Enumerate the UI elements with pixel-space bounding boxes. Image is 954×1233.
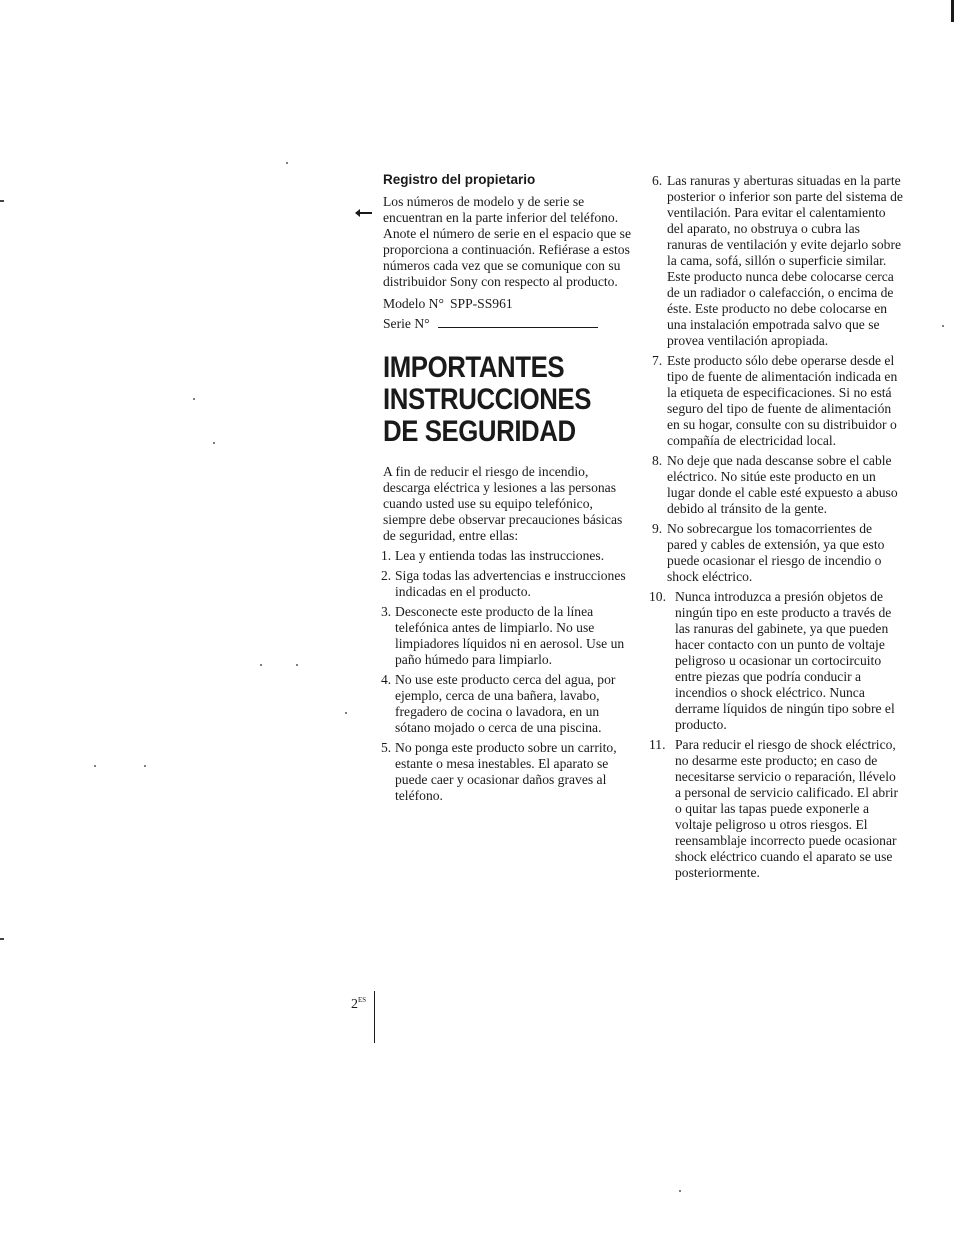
item-text: Este producto sólo debe operarse desde el tipo de fuente de alimentación indicada en la etiqueta de especificaciones. Si no está seguro del tipo de fuente de alimentación en su hogar, consulte con su distribuidor o compañía de electricidad local. [667, 353, 898, 448]
intro-paragraph: A fin de reducir el riesgo de incendio, descarga eléctrica y lesiones a las personas cuando usted use su equipo telefónico, siempre debe observar precauciones básicas de seguridad, entre ellas: [383, 464, 623, 543]
list-item [649, 737, 903, 881]
page-number [351, 996, 366, 1013]
list-item [383, 548, 631, 564]
scan-margin-mark [0, 938, 4, 940]
scan-speck [94, 765, 96, 767]
left-column [383, 172, 631, 808]
scan-speck [213, 442, 215, 444]
item-text: No sobrecargue los tomacorrientes de pared y cables de extensión, ya que esto puede ocasionar el riesgo de incendio o shock eléctrico. [667, 521, 885, 584]
serial-number-row [383, 316, 631, 332]
page-number-rule [374, 991, 375, 1043]
list-item [383, 740, 631, 804]
instruction-list-continued [649, 173, 903, 881]
pointer-arrow-icon [358, 212, 372, 214]
scan-speck [942, 325, 944, 327]
item-number: 7. [652, 353, 663, 368]
item-number: 4. [381, 672, 392, 687]
model-number-row [383, 296, 631, 312]
scan-margin-mark [0, 200, 4, 202]
scan-speck [345, 712, 347, 714]
scan-speck [679, 1190, 681, 1192]
list-item [649, 589, 903, 733]
item-number: 11. [649, 737, 666, 752]
list-item [653, 173, 903, 349]
serial-number-blank [438, 318, 598, 328]
item-text: No use este producto cerca del agua, por ejemplo, cerca de una bañera, lavabo, fregadero de cocina o lavadora, en un sótano mojado o cerca de una piscina. [395, 672, 616, 735]
item-number: 10. [649, 589, 666, 604]
instruction-list [383, 548, 631, 804]
scan-speck [260, 664, 262, 666]
page-title [383, 352, 641, 448]
title-line: IMPORTANTES [383, 351, 565, 384]
list-item [383, 672, 631, 736]
list-item [653, 353, 903, 449]
list-item [383, 568, 631, 600]
scan-speck [144, 765, 146, 767]
item-number: 5. [381, 740, 392, 755]
item-text: No deje que nada descanse sobre el cable eléctrico. No sitúe este producto en un lugar donde el cable esté expuesto a abuso debido al tránsito de la gente. [667, 453, 898, 516]
item-number: 6. [652, 173, 663, 188]
item-text: Las ranuras y aberturas situadas en la parte posterior o inferior son parte del sistema de ventilación. Para evitar el calentamiento del aparato, no obstruya o cubra las ranuras de ventilación y evite dejarlo sobre la cama, sofá, sillón o superficie similar. Este producto nunca debe colocarse cerca de un radiador o calefacción, o encima de éste. Este producto no debe colocarse en una instalación empotrada salvo que se provea ventilación apropiada. [667, 173, 903, 348]
owner-record-text: Los números de modelo y de serie se encuentran en la parte inferior del teléfono. Anote el número de serie en el espacio que se proporciona a continuación. Refiérase a estos números cada vez que se comunique con su distribuidor Sony con respecto al producto. [383, 194, 631, 289]
item-text: Para reducir el riesgo de shock eléctrico, no desarme este producto; en caso de necesitarse servicio o reparación, llévelo a personal de servicio calificado. El abrir o quitar las tapas puede exponerle a voltaje peligroso u otros riesgos. El reensamblaje incorrecto puede ocasionar shock eléctrico cuando el aparato se use posteriormente. [675, 737, 899, 880]
item-number: 9. [652, 521, 663, 536]
item-text: No ponga este producto sobre un carrito, estante o mesa inestables. El aparato se puede caer y ocasionar daños graves al teléfono. [395, 740, 617, 803]
item-text: Siga todas las advertencias e instrucciones indicadas en el producto. [395, 568, 626, 599]
right-column [649, 173, 903, 885]
item-number: 8. [652, 453, 663, 468]
model-number-value: SPP-SS961 [449, 296, 513, 311]
title-line: DE SEGURIDAD [383, 415, 576, 448]
item-text: Desconecte este producto de la línea telefónica antes de limpiarlo. No use limpiadores líquidos ni en aerosol. Use un paño húmedo para limpiarlo. [395, 604, 625, 667]
scan-speck [286, 162, 288, 164]
title-line: INSTRUCCIONES [383, 383, 591, 416]
item-text: Nunca introduzca a presión objetos de ningún tipo en este producto a través de las ranuras del gabinete, ya que pueden hacer contacto con un punto de voltaje peligroso u ocasionar un cortocircuito entre piezas que podría conducir a incendios o shock eléctrico. Nunca derrame líquidos de ningún tipo sobre el producto. [675, 589, 895, 732]
list-item [653, 453, 903, 517]
model-number-label: Modelo N° [383, 296, 444, 311]
serial-number-label: Serie N° [383, 316, 430, 331]
list-item [653, 521, 903, 585]
page-language-suffix: ES [358, 996, 367, 1004]
page-number-value: 2 [351, 997, 358, 1012]
scan-speck [193, 398, 195, 400]
item-number: 3. [381, 604, 392, 619]
scan-speck [296, 664, 298, 666]
list-item [383, 604, 631, 668]
item-text: Lea y entienda todas las instrucciones. [395, 548, 605, 563]
owner-record-heading: Registro del propietario [383, 172, 536, 187]
item-number: 1. [381, 548, 392, 563]
item-number: 2. [381, 568, 392, 583]
